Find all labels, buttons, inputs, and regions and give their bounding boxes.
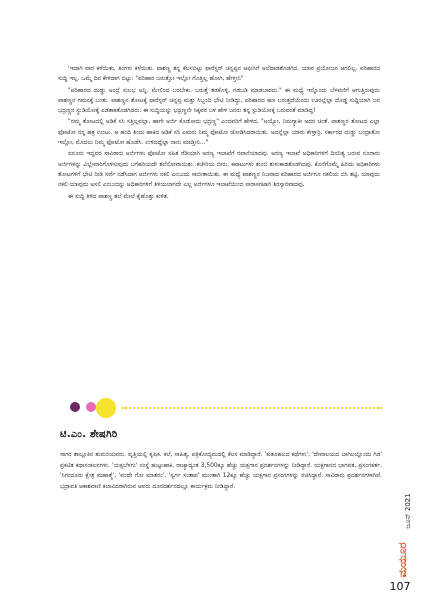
decorative-dots xyxy=(60,394,260,416)
page-number: 107 xyxy=(389,580,411,593)
story-paragraph: 'ಇದಾಗಿ ವಾರ ಕಳೆಯಿತು, ತಿಂಗಳು ಕಳೆಯಿತು. ಪಾಶಣ್ಣ ತನ್ನ ಕೆಲಸಬಿಟ್ಟು ಫಾರೆಸ್ಟರ್ ಚನ್ನಪ್ಪನ ಆಫೀಸಿಗೆ ಅಲೆದಾಡತೊಡಗಿದ. ಯಾವ ಪ್ರಯೋಜನ ಆಗಲಿಲ್ಲ. ಪರಿಹಾರದ ಸುದ್ದಿ ಇಲ್ಲ. ಒಮ್ಮೆ ದಿನ ಕೇಳಿದಾಗ ಬಿಟ್ಟು: "ಪರಿಹಾರ ಬರುತ್ತೋ ಇಲ್ಲೋ ಗೊತ್ತಿಲ್ಲ ಹೋಗಿ, ಹೇಳ್ತೀನಿ" xyxy=(58,66,380,83)
author-name: ಟಿ.ಎಂ. ಶೇಷಗಿರಿ xyxy=(60,429,118,440)
yellow-dot xyxy=(96,398,116,418)
author-bio xyxy=(60,450,382,492)
issue-date: ಜೂನ್ 2021 xyxy=(404,493,412,529)
story-paragraph: ಐನೂರು ಇದ್ದವರ ಸಾವಿರಾರು ಅರ್ಜಿಗಳು ಫೋಟೋ ಸಹಿತ ರೆಡಿಯಾಗಿ ಅರಣ್ಯ ಇಲಾಖೆಗೆ ರವಾನೆಯಾದವು. ಅರಣ್ಯ ಇಲಾಖೆ ಅಧಿಕಾರಿಗಳಿಗೆ ದಿನನಿತ್ಯ ಬರುವ ನೂರಾರು ಅರ್ಜಿಗಳನ್ನು ವಿಲ್ಲೇವಾರಿಗೊಳಿಸುವುದು ಬಗೆಹರಿಯದೇ ತಲೆನೋವಾಯಿತು. ಕಚೇರಿಯ ಬೀರು, ಕಪಾಟುಗಳು ತುಂಬಿ ತುಳುಕಾಡತೊಡಗಿದವು. ಕೊನೆಗೊಮ್ಮೆ ಹಿರಿಯ ಅಧಿಕಾರಿಗಳು ತೋಟಗಳಿಗೆ ಭೇಟಿ ನೀಡಿ ಸರ್ವೆ ನಡೆಸಿದಾಗ ಅರ್ಜಿಗಳು ನಕಲಿ ಎಂಬುದು ಸಾಬೀತಾಯಿತು. ಈ ಮಧ್ಯೆ ಪಾಶಣ್ಣನ ನಿಜವಾದ ಪರಿಹಾರದ ಅರ್ಜಿಗೂ ನಕಲಿಯ ಬಿಸಿ ತಟ್ಟಿ, ಯಾವುದು ನಕಲಿ ಯಾವುದು ಅಸಲಿ ಎಂಬುದನ್ನು ಅಧಿಕಾರಿಗಳಿಗೆ ತಿಳಿಯಲಾಗದೇ ಎಲ್ಲ ಅರ್ಜಿಗಳೂ ಇಲಾಖೆಯಿಂದ ಸಾರಾಸಗಟಾಗಿ ತಿರಸ್ಕಾರವಾದವು. xyxy=(58,151,380,189)
story-body xyxy=(58,64,380,202)
author-bio-text: ಸಾಗರ ತಾಲ್ಲೂಕಿನ ತುಮರಿಯವರು. ವೃತ್ತಿಯಲ್ಲಿ ಕೃಷಿಕ. ಕಲೆ, ಸಾಹಿತ್ಯ, ಪತ್ರಿಕೋದ್ಯಮದಲ್ಲಿ ಕೆಲಸ ಮಾಡಿದ್ದಾರೆ. 'ಕುತೂಹಲದ ಕಥೆಗಳು', 'ದೇವಾಲಯದ ಬಾಗಿಲಲ್ಲೊಂದು ಗಿಡ' ಪ್ರಕಟಿತ ಕಥಾಸಂಕಲನಗಳು. 'ಯಕ್ಷಬೆಳಗು' ಸಂಸ್ಥೆ ಹುಟ್ಟುಹಾಕಿ, ರಾಜ್ಯಾದ್ಯಂತ 3,500ಕ್ಕೂ ಹೆಚ್ಚು ಯಕ್ಷಗಾನ ಪ್ರದರ್ಶನಗಳನ್ನು ನೀಡಿದ್ದಾರೆ. ಯಕ್ಷಗಾನದ ಭಾಗವತ, ಪ್ರಸಂಗಕರ್ತ. 'ಸಿಗಂದೂರು ಕ್ಷೇತ್ರ ಮಹಾತ್ಮೆ', 'ವಂದೇ ಗೋ ಮಾತರಂ', 'ಸ್ವರ್ಗ ಸಂತಾಪ' ಮುಂತಾಗಿ 12ಕ್ಕೂ ಹೆಚ್ಚು ಯಕ್ಷಗಾನ ಪ್ರಸಂಗಗಳನ್ನು ರಚಿಸಿದ್ದಾರೆ. ಸಾವಿರಾರು ಪ್ರದರ್ಶನಗಳಾಗಿವೆ. ಭದ್ರಾವತಿ ಆಕಾಶವಾಣಿ ಕಲಾವಿದರಾಗಿರುವ ಅವರು ದೂರದರ್ಶನದಲ್ಲೂ ಕಾರ್ಯಕ್ರಮ ನೀಡಿದ್ದಾರೆ. xyxy=(60,452,382,490)
magazine-logo: ಮಯೂರ xyxy=(396,542,409,578)
story-paragraph: ಈ ಸುದ್ದಿ ತಿಳಿದ ಪಾಶಣ್ಣ ತಲೆ ಮೇಲೆ ಕೈಹೊತ್ತು ಕುಳಿತ. xyxy=(68,193,169,200)
story-paragraph: "ನಮ್ಮ ತೋಟದಲ್ಲಿ ಅಡಿಕೆ ಸಸಿ ಸತ್ತಿಲ್ಲವಲ್ಲಾ, ಹಾಗೇ ಅರ್ಜಿ ಕೊಡೋದು ಭದ್ರಣ್ಣ" ಎಂದವರಿಗೆ ಹೇಳಿದ, "ಅಯ್ಯೋ, ನಿಮಗ್ಯಾಕೀ ಅದರ ಚಿಂತೆ. ಪಾಶಣ್ಣನ ತೋಟದ ಎಲ್ಲಾ ಫೋಟೋ ನನ್ನ ಹತ್ರ ಉಂಟು. ಆ ಹಂದಿ ತಿಂದು ಹಾಕಿದ ಅಡಿಕೆ ಸಸಿ ಎಮರು ನಿಮ್ಮ ಫೋಟೋ ಜೋಡಿಸಿದರಾಯಿತು. ಅದನ್ನೆಲ್ಲಾ ಯಾರು ಕೇಳ್ತಾರ್ರಿ. ಸರ್ಕಾರದ ದುಡ್ಡು ಬಂದ್ರಾತೋ ಇಲ್ಲೋ, ಮೊದಲು ನಿಮ್ಮ ಫೋಟೋ ಹೊಡೆಸಿ. ಉಳಿದದ್ದೆಲ್ಲಾ ನಾನು ಮಾಡ್ತೀನಿ..." xyxy=(58,119,380,147)
section-divider xyxy=(122,407,382,409)
pink-dot xyxy=(86,402,96,412)
purple-dot xyxy=(70,402,80,412)
story-paragraph: "ಪರಿಹಾರದ ದುಡ್ಡು ಅಂದ್ರೆ ಸುಲಭ ಅನ್ನಿ. ಮೇಲಿಂದ ಬರಬೇಕು. ಬರುತ್ತೆ ತಡಕೊಳ್ಳಿ, ಗಡಬಡಿ ಮಾಡಬಾರದು." ಈ ಮಧ್ಯೆ ಇನ್ನೊಂದು ಬೆಳವಣಿಗೆ ಆಗುತ್ತಿರುವುದು ಪಾಶಣ್ಣನ ಗಮನಕ್ಕೆ ಬಂತು. ಪಾಶಣ್ಣನ ತೋಟಕ್ಕೆ ಫಾರೆಸ್ಟರ್ ಚನ್ನಪ್ಪ ಮತ್ತು ಸಿಬ್ಬಂದಿ ಭೇಟಿ ನೀಡಿದ್ದು, ಪರಿಹಾರದ ಹಣ ಬರುತ್ತದೆಯೆಂದು ಊರಲ್ಲೆಲ್ಲಾ ದೊಡ್ಡ ಸುದ್ದಿಯಾಗಿ ಜನ ಭದ್ರಣ್ಣನ ಸ್ಥುಡಿಯೋಕ್ಕೆ ಎಡತಾಕತೊಡಗಿದರು. ಈ ಸುದ್ದಿಯನ್ನು ಭದ್ರಣ್ಣನೇ ಸಿಕ್ಕವರ ಬಳಿ ಹೇಳಿ ಜನರು ತನ್ನ ಸ್ಟುಡಿಯೋಕ್ಕೆ ಬರುವಂತೆ ಮಾಡಿದ್ದ! xyxy=(58,87,380,115)
